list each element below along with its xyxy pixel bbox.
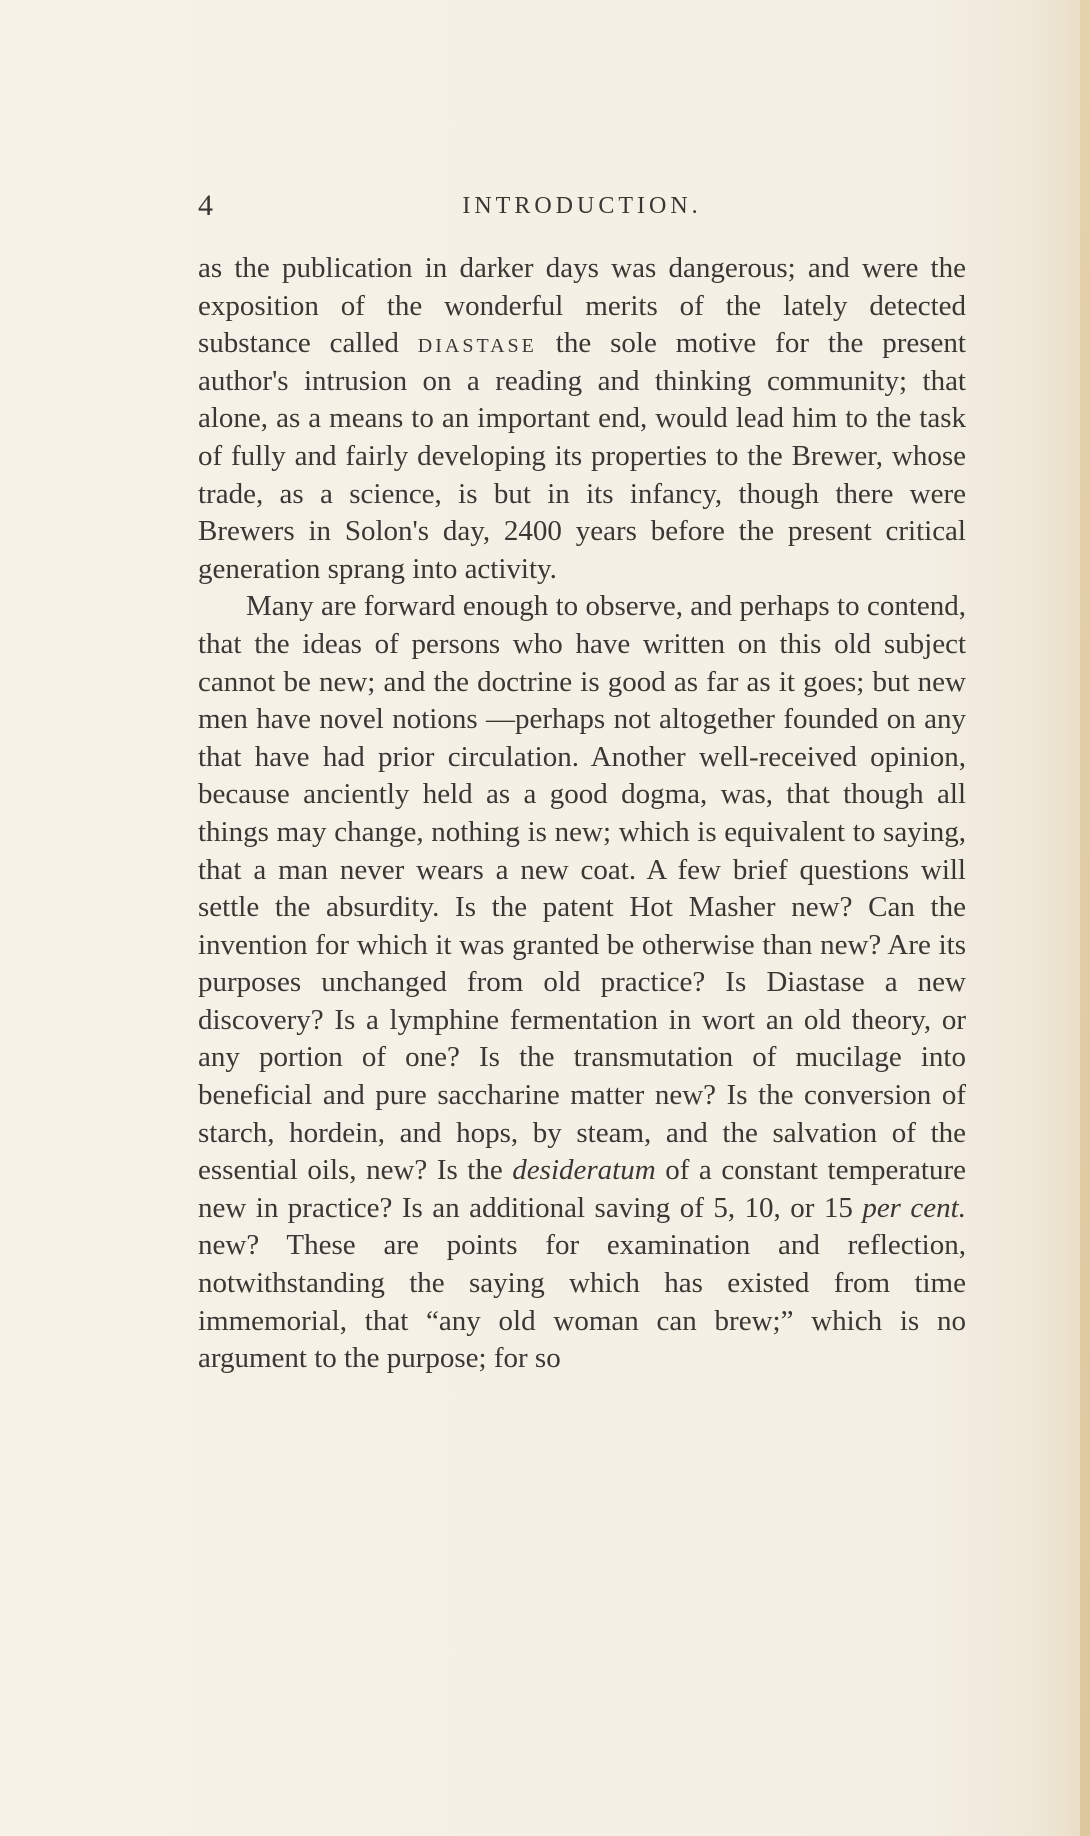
paragraph-1-text-b: the sole motive for the present author's intrusion on a reading and thinking community; that alone, as a means to an important end, would lead him to the task of fully and fairly developing its properties to the Brewer, whose trade, as a science, is but in its infancy, though there were Brewers in Solon's day, 2400 years before the present critical generation sprang into activity. <box>198 327 966 585</box>
diastase-small-caps: diastase <box>417 327 537 360</box>
desideratum-italic: desideratum <box>512 1154 656 1187</box>
paragraph-1-text-a: as the publication in darker days was dangerous; and were the exposition of the wonderful merits of the lately detected substance called <box>198 252 966 360</box>
paragraph-2-text-b: of a constant temperature new in practice? Is an additional saving of 5, 10, or 15 <box>198 1154 966 1224</box>
page-number: 4 <box>198 189 213 222</box>
page-header <box>198 189 966 229</box>
running-head: INTRODUCTION. <box>462 193 702 219</box>
paragraph-2 <box>198 588 966 1377</box>
paragraph-2-text-a: Many are forward enough to observe, and perhaps to contend, that the ideas of persons who have written on this old subject cannot be new; and the doctrine is good as far as it goes; but new men have novel notions —perhaps not altogether founded on any that have had prior circulation. Another well-received opinion, because anciently held as a good dogma, was, that though all things may change, nothing is new; which is equivalent to saying, that a man never wears a new coat. A few brief questions will settle the absurdity. Is the patent Hot Masher new? Can the invention for which it was granted be otherwise than new? Are its purposes unchanged from old practice? Is Diastase a new discovery? Is a lymphine fermentation in wort an old theory, or any portion of one? Is the transmutation of mucilage into beneficial and pure saccharine matter new? Is the conversion of starch, hordein, and hops, by steam, and the salvation of the essential oils, new? Is the <box>198 590 966 1187</box>
per-cent-italic: per cent. <box>862 1191 966 1224</box>
page-edge <box>1080 0 1090 1836</box>
body-text <box>198 250 966 1378</box>
paragraph-1 <box>198 250 966 588</box>
paragraph-2-text-c: new? These are points for examination and reflection, notwithstanding the saying which has existed from time immemorial, that “any old woman can brew;” which is no argument to the purpose; for so <box>198 1229 966 1375</box>
